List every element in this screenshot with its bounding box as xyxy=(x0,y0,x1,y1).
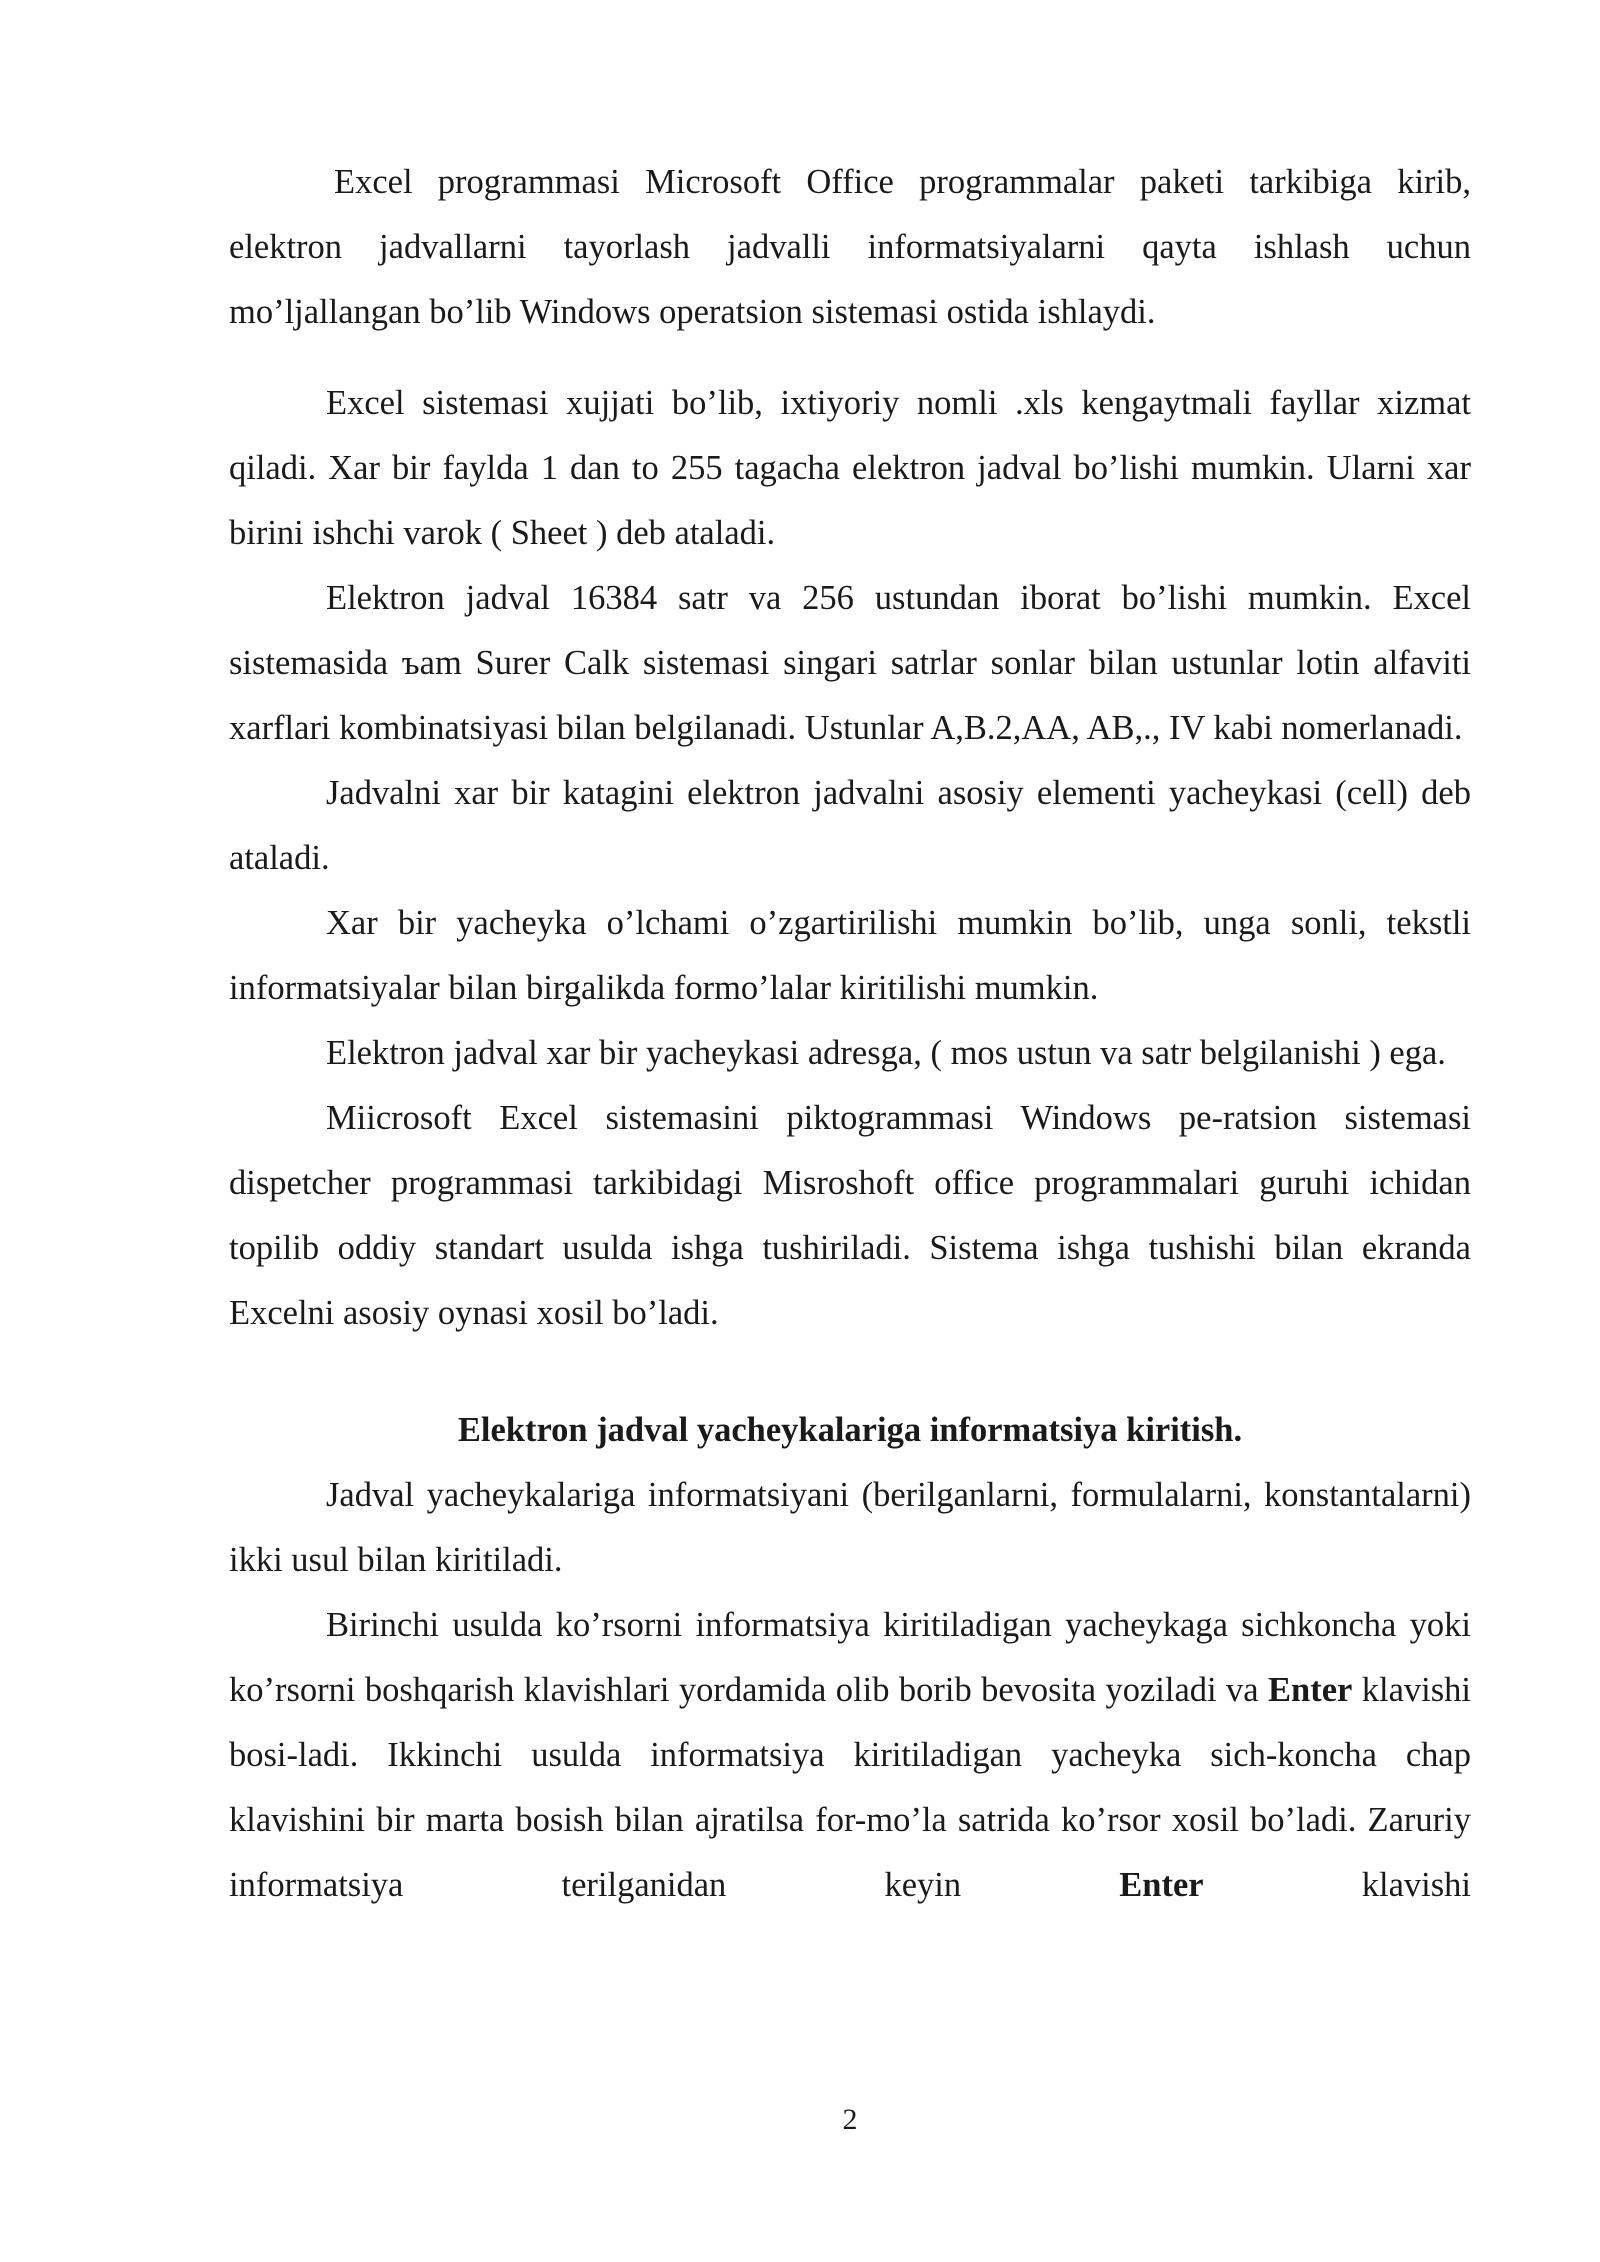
enter-key-label: Enter xyxy=(1119,1866,1204,1904)
document-page xyxy=(229,150,1471,1918)
paragraph-xls-files: Excel sistemasi xujjati bo’lib, ixtiyoriy nomli .xls kengaytmali fayllar xizmat qiladi. Xar bir faylda 1 dan to 255 tagacha elektron jadval bo’lishi mumkin. Ularni xar birini ishchi varok ( Sheet ) deb ataladi. xyxy=(229,384,1471,552)
paragraph-excel-intro: Excel programmasi Microsoft Office programmalar paketi tarkibiga kirib, elektron jadvallarni tayorlash jadvalli informatsiyalarni qayta ishlash uchun mo’ljallangan bo’lib Windows operatsion sistemasi ostida ishlaydi. xyxy=(229,163,1471,331)
paragraph-input-details-part-3: klavishi xyxy=(1203,1866,1471,1904)
page-number: 2 xyxy=(842,2103,858,2136)
paragraph-cell-size: Xar bir yacheyka o’lchami o’zgartirilishi mumkin bo’lib, unga sonli, tekstli informatsiyalar bilan birgalikda formo’lalar kiritilishi mumkin. xyxy=(229,904,1471,1007)
enter-key-label: Enter xyxy=(1268,1671,1353,1709)
paragraph-input-methods: Jadval yacheykalariga informatsiyani (berilganlarni, formulalarni, konstantalarni) ikki usul bilan kiritiladi. xyxy=(229,1476,1471,1579)
paragraph-input-details-part-2: klavishi bosi-ladi. Ikkinchi usulda informatsiya kiritiladigan yacheyka sich-koncha chap klavishini bir marta bosish bilan ajratilsa for-mo’la satrida ko’rsor xosil bo’ladi. Zaruriy informatsiya terilganidan keyin xyxy=(229,1671,1472,1904)
paragraph-launch-excel: Miicrosoft Excel sistemasini piktogrammasi Windows pe-ratsion sistemasi dispetcher programmasi tarkibidagi Misroshoft office programmalari guruhi ichidan topilib oddiy standart usulda ishga tushiriladi. Sistema ishga tushishi bilan ekranda Excelni asosiy oynasi xosil bo’ladi. xyxy=(229,1099,1471,1332)
paragraph-input-details-part-1: Birinchi usulda ko’rsorni informatsiya kiritiladigan yacheykaga sichkoncha yoki ko’rsorni boshqarish klavishlari yordamida olib borib bevosita yoziladi va xyxy=(229,1606,1471,1709)
paragraph-input-details xyxy=(229,1593,1471,1918)
paragraph-rows-columns: Elektron jadval 16384 satr va 256 ustundan iborat bo’lishi mumkin. Excel sistemasida ъam Surer Calk sistemasi singari satrlar sonlar bilan ustunlar lotin alfaviti xarflari kombinatsiyasi bilan belgilanadi. Ustunlar A,B.2,AA, AB,., IV kabi nomerlanadi. xyxy=(229,579,1471,747)
section-heading: Elektron jadval yacheykalariga informatsiya kiritish. xyxy=(457,1411,1243,1449)
paragraph-cell-definition: Jadvalni xar bir katagini elektron jadvalni asosiy elementi yacheykasi (cell) deb ataladi. xyxy=(229,774,1471,877)
paragraph-cell-address: Elektron jadval xar bir yacheykasi adresga, ( mos ustun va satr belgilanishi ) ega. xyxy=(326,1034,1446,1072)
